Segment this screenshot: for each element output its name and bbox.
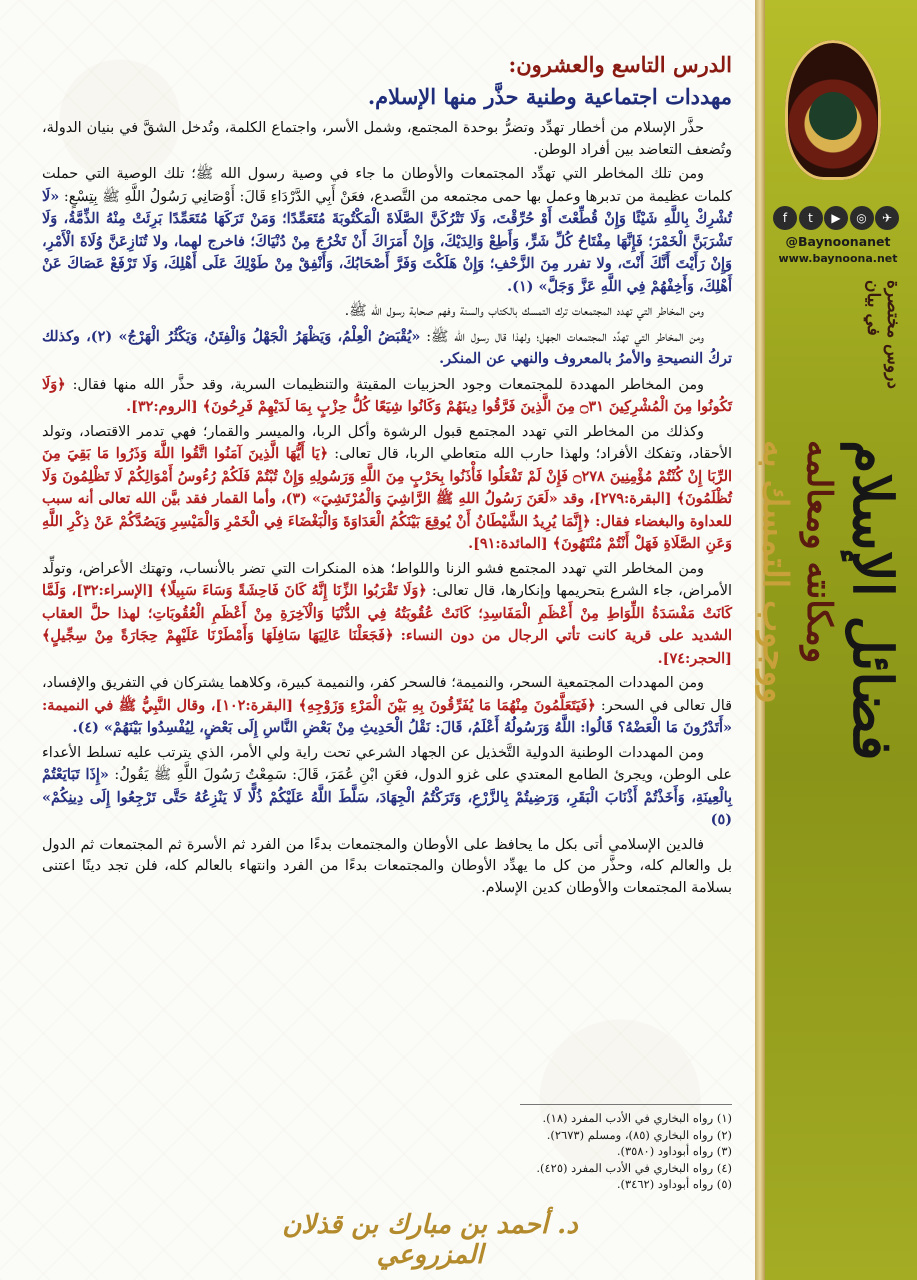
telegram-icon[interactable]: ✈ bbox=[875, 206, 899, 230]
quran-quote: ﴿وَلَا تَقْرَبُوا الزِّنَا إِنَّهُ كَانَ فَاحِشَةً وَسَاءَ سَبِيلًا﴾ [الإسراء:٣٢]، وَلَمَّا كَانَتْ مَفْسَدَةُ اللِّوَاطِ مِنْ أَعْظَمِ الْمَفَاسِدِ؛ كَانَتْ عُقُوبَتُهُ فِي الدُّنْيَا وَالْآخِرَةِ مِنْ أَعْظَمِ الْعُقُوبَاتِ؛ لهذا حلَّ العقاب الشديد على قرية كانت تأتي الرجال من دون النساء: bbox=[42, 582, 732, 644]
series-subtitle: دروس مختصرة في بيان bbox=[863, 280, 903, 389]
twitter-icon[interactable]: t bbox=[799, 206, 823, 230]
series-title-line3: ووجوب التمسك به bbox=[755, 440, 795, 704]
youtube-icon[interactable]: ▶ bbox=[824, 206, 848, 230]
social-icons-row bbox=[773, 206, 899, 232]
series-title-line2: ومكانته ومعالمه bbox=[799, 440, 839, 664]
paragraph-text: ومن تلك المخاطر التي تهدِّد المجتمعات والأوطان ما جاء في وصية رسول الله ﷺ؛ تلك الوصية التي حملت كلمات عظيمة من تدبرها وعمل بها حمى مجتمعه من التَّصدع، فعَنْ أَبِي الدَّرْدَاءِ قَالَ: أَوْصَانِي رَسُولُ اللَّهِ ﷺ بِتِسْعٍ: bbox=[42, 166, 732, 205]
hadith-quote: «لَا تُشْرِكْ بِاللَّهِ شَيْئًا وَإِنْ قُطِّعْتَ أَوْ حُرِّقْتَ، وَلَا تَتْرُكَنَّ الصَّلَاةَ الْمَكْتُوبَةَ مُتَعَمِّدًا؛ وَمَنْ تَرَكَهَا مُتَعَمِّدًا بَرِئَتْ مِنْهُ الذِّمَّةُ، وَلَا تَشْرَبَنَّ الْخَمْرَ؛ فَإِنَّهَا مِفْتَاحُ كُلِّ شَرٍّ، وَأَطِعْ وَالِدَيْكَ، وَإِنْ أَمَرَاكَ أَنْ تَخْرُجَ مِنْ دُنْيَاكَ؛ فاخرج لهما، ولا تُنَازِعَنَّ وُلَاةَ الْأَمْرِ، وَإِنْ رَأَيْتَ أَنَّكَ أَنْتَ، ولا تفرر مِنَ الزَّحْفِ؛ وَإِنْ هَلَكْتَ وَفَرَّ أَصْحَابُكَ، وَأَنْفِقْ مِنْ طَوْلِكَ عَلَى أَهْلِكَ، وَلَا تَرْفَعْ عَصَاكَ عَنْ أَهْلِكَ، وَأَخِفْهُمْ فِي اللَّهِ عَزَّ وَجَلَّ» (١). bbox=[42, 187, 732, 295]
footnote-item: (٤) رواه البخاري في الأدب المفرد (٤٢٥). bbox=[536, 1160, 732, 1175]
paragraph-text: حذَّر الإسلام من أخطار تهدِّد وتضرُّ بوحدة المجتمع، وشمل الأسر، واجتماع الكلمة، وتُدخل الشقَّ في بنيان الدولة، وتُضعف التعاضد بين أفراد الوطن. bbox=[42, 120, 732, 158]
footnote-item: (٢) رواه البخاري (٨٥)، ومسلم (٢٦٧٣). bbox=[546, 1127, 732, 1142]
paragraph-text: ومن المهددات المجتمعية السحر، والنميمة؛ فالسحر كفر، والنميمة كبيرة، وكلاهما يشتركان في التفريق والإفساد، قال تعالى في السحر: bbox=[42, 675, 733, 714]
hadith-quote: «أَتَدْرُونَ مَا الْعَضْهُ؟ قَالُوا: اللَّهُ وَرَسُولُهُ أَعْلَمُ، قَالَ: نَقْلُ الْحَدِيثِ مِنْ بَعْضِ النَّاسِ إِلَى بَعْضٍ، لِيُفْسِدُوا بَيْنَهُمْ» (٤). bbox=[72, 719, 732, 736]
website-url[interactable]: www.baynoona.net bbox=[778, 252, 898, 265]
paragraph-parties bbox=[42, 374, 732, 419]
instagram-icon[interactable]: ◎ bbox=[850, 206, 874, 230]
baynoona-logo bbox=[785, 40, 881, 180]
author-signature: د. أحمد بن مبارك بن قذلان المزروعي bbox=[282, 1210, 578, 1270]
logo-emblem bbox=[809, 92, 857, 140]
paragraph-text: ومن المخاطر التي تهدد المجتمع فشو الزنا واللواط؛ هذه المنكرات التي تضر بالأنساب، وتهتك الأعراض، وتولِّد الأمراض، جاء الشرع بتحريمها وإنكارها، قال تعالى: bbox=[42, 560, 732, 599]
paragraph-sihr bbox=[42, 673, 732, 740]
right-banner bbox=[755, 0, 917, 1280]
quran-quote: ﴿يَا أَيُّهَا الَّذِينَ آمَنُوا اتَّقُوا اللَّهَ وَذَرُوا مَا بَقِيَ مِنَ الرِّبَا إِنْ كُنْتُمْ مُؤْمِنِينَ ۝٢٧٨ فَإِنْ لَمْ تَفْعَلُوا فَأْذَنُوا بِحَرْبٍ مِنَ اللَّهِ وَرَسُولِهِ وَإِنْ تُبْتُمْ فَلَكُمْ رُءُوسُ أَمْوَالِكُمْ لَا تَظْلِمُونَ وَلَا تُظْلَمُونَ﴾ [البقرة:٢٧٩]، وقد «لَعَنَ رَسُولُ اللهِ ﷺ الرَّاشِيَ وَالْمُرْتَشِيَ» (٣)، وأما القمار فقد بيَّن الله تعالى أنه سبب للعداوة والبغضاء فقال: bbox=[42, 445, 733, 530]
paragraph-intro bbox=[42, 118, 732, 161]
paragraph-wasiyya bbox=[42, 164, 732, 298]
paragraph-text: ومن المخاطر المهددة للمجتمعات وجود الحزبيات المقيتة والتنظيمات السرية، وقد حذَّر الله منها فقال: bbox=[72, 376, 704, 393]
footnote-item: (٥) رواه أبوداود (٣٤٦٢). bbox=[616, 1177, 732, 1191]
quran-quote-2: ﴿فَجَعَلْنَا عَالِيَهَا سَافِلَهَا وَأَمْطَرْنَا عَلَيْهِمْ حِجَارَةً مِنْ سِجِّيلٍ﴾ [الحجر:٧٤]. bbox=[42, 627, 732, 667]
paragraph-zina bbox=[42, 559, 732, 671]
quran-quote-2: ﴿إِنَّمَا يُرِيدُ الشَّيْطَانُ أَنْ يُوقِعَ بَيْنَكُمُ الْعَدَاوَةَ وَالْبَغْضَاءَ فِي الْخَمْرِ وَالْمَيْسِرِ وَيَصُدَّكُمْ عَنْ ذِكْرِ اللَّهِ وَعَنِ الصَّلَاةِ فَهَلْ أَنْتُمْ مُنْتَهُونَ﴾ [المائدة:٩١]. bbox=[42, 512, 732, 552]
paragraph-text: ومن المخاطر التي تهدد المجتمعات ترك التمسك بالكتاب والسنة وفهم صحابة رسول الله ﷺ. bbox=[344, 303, 704, 319]
paragraph-jihad bbox=[42, 743, 732, 832]
footnote-divider bbox=[520, 1104, 732, 1105]
paragraph-conclusion bbox=[42, 835, 732, 900]
paragraph-sunnah bbox=[42, 301, 732, 323]
paragraph-riba bbox=[42, 422, 732, 556]
footnotes bbox=[42, 1110, 732, 1193]
paragraph-text: ومن المهددات الوطنية الدولية التَّخذيل عن الجهاد الشرعي تحت راية ولي الأمر، الذي يترتب عليه تسلط الأعداء على الوطن، ويجرئ الطامع المعتدي على غزو الدول، فعَنِ ابْنِ عُمَرَ، قَالَ: سَمِعْتُ رَسُولَ اللَّهِ ﷺ يَقُولُ: bbox=[42, 744, 732, 783]
hadith-quote: «يُقْبَضُ الْعِلْمُ، وَيَظْهَرُ الْجَهْلُ وَالْفِتَنُ، وَيَكْثُرُ الْهَرْجُ» (٢)، وكذلك تركُ النصيحةِ والأمرُ بالمعروف والنهي عن المنكر. bbox=[42, 327, 732, 367]
series-title-line1: فضائل الإسلام bbox=[841, 440, 905, 761]
lesson-number-title: الدرس التاسع والعشرون: bbox=[508, 52, 732, 77]
footnote-item: (٣) رواه أبوداود (٣٥٨٠). bbox=[616, 1144, 732, 1158]
paragraph-text: فالدين الإسلامي أتى بكل ما يحافظ على الأوطان والمجتمعات بدءًا من الفرد ثم الأسرة ثم المجتمعات ثم الدول بل والعالم كله، وحذَّر من كل ما يهدِّد الأوطان والمجتمعات بدءًا من الفرد وانتهاء بالعالم كله، فلن تجد دينًا اعتنى بسلامة المجتمعات والأوطان كدين الإسلام. bbox=[42, 836, 732, 896]
lesson-content bbox=[42, 50, 732, 902]
hadith-quote: «إِذَا تَبَايَعْتُمْ بِالْعِينَةِ، وَأَخَذْتُمْ أَذْنَابَ الْبَقَرِ، وَرَضِيتُمْ بِالزَّرْعِ، وَتَرَكْتُمُ الْجِهَادَ، سَلَّطَ اللَّهُ عَلَيْكُمْ ذُلًّا لَا يَنْزِعُهُ حَتَّى تَرْجِعُوا إِلَى دِينِكُمْ» (٥) bbox=[42, 766, 732, 828]
paragraph-text: ومن المخاطر التي تهدِّد المجتمعات الجهل؛ ولهذا قال رسول الله ﷺ: bbox=[426, 328, 704, 345]
footnote-item: (١) رواه البخاري في الأدب المفرد (١٨). bbox=[542, 1111, 732, 1125]
quran-quote: ﴿وَلَا تَكُونُوا مِنَ الْمُشْرِكِينَ ۝٣١ مِنَ الَّذِينَ فَرَّقُوا دِينَهُمْ وَكَانُوا شِيَعًا كُلُّ حِزْبٍ بِمَا لَدَيْهِمْ فَرِحُونَ﴾ [الروم:٣٢]. bbox=[42, 375, 732, 415]
quran-quote: ﴿فَيَتَعَلَّمُونَ مِنْهُمَا مَا يُفَرِّقُونَ بِهِ بَيْنَ الْمَرْءِ وَزَوْجِهِ﴾ [البقرة:١٠٢]، وقال النَّبِيُّ ﷺ في النميمة: bbox=[42, 696, 596, 714]
paragraph-text: وكذلك من المخاطر التي تهدد المجتمع قبول الرشوة وأكل الربا، والميسر والقمار؛ فهي تدمر الاقتصاد، وتولد الأحقاد، وتفكك الأفراد؛ ولهذا حارب الله متعاطي الربا، قال تعالى: bbox=[42, 423, 732, 462]
series-title bbox=[755, 440, 905, 1220]
facebook-icon[interactable]: f bbox=[773, 206, 797, 230]
social-handle: @Baynoonanet bbox=[785, 234, 891, 249]
lesson-title: مهددات اجتماعية وطنية حذَّر منها الإسلام. bbox=[367, 84, 732, 109]
paragraph-ignorance bbox=[42, 326, 732, 371]
